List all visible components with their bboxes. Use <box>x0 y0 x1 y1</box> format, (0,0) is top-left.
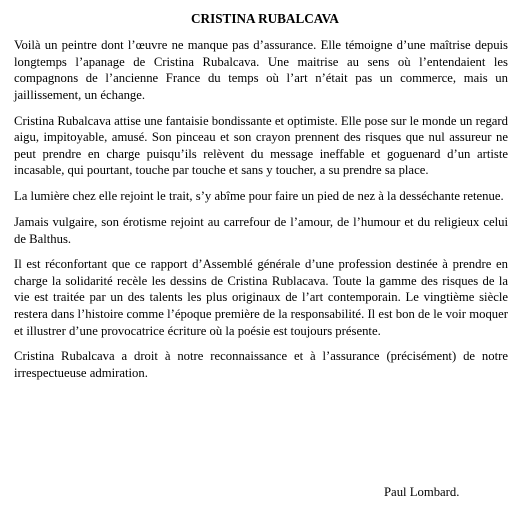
paragraph-2: Cristina Rubalcava attise une fantaisie bondissante et optimiste. Elle pose sur le monde un regard aigu, impitoyable, amusé. Son pinceau et son crayon prennent des risques que nul assureur ne peut prendre en charge puisqu’ils relèvent du message ineffable et goguenard d’un artiste incasable, qui pourtant, touche par touche et sans y toucher, a su prendre sa place. <box>14 113 508 178</box>
signature: Paul Lombard. <box>384 485 460 499</box>
document-title: CRISTINA RUBALCAVA <box>191 11 339 26</box>
paragraph-6: Cristina Rubalcava a droit à notre reconnaissance et à l’assurance (précisément) de notre irrespectueuse admiration. <box>14 349 508 381</box>
paragraph-4: Jamais vulgaire, son érotisme rejoint au carrefour de l’amour, de l’humour et du religieux celui de Balthus. <box>14 214 508 246</box>
paragraph-1: Voilà un peintre dont l’œuvre ne manque pas d’assurance. Elle témoigne d’une maîtrise depuis longtemps l’apanage de Cristina Rubalcava. Une maitrise au sens où l’entendaient les compagnons de l’ancienne France du temps où l’art n’était pas un commerce, mais un jaillissement, un échange. <box>14 38 508 102</box>
paragraph-5: Il est réconfortant que ce rapport d’Assemblé générale d’une profession destinée à prendre en charge la solidarité recèle les dessins de Cristina Rublacava. Toute la gamme des risques de la vie est traitée par un des talents les plus originaux de l’art contemporain. Le vingtième siècle restera dans l’histoire comme l’époque première de la responsabilité. Il est bon de le voir moquer et illustrer d’une provocatrice écriture où la poésie est toujours présente. <box>14 257 508 338</box>
document-page <box>14 10 508 391</box>
paragraph-3: La lumière chez elle rejoint le trait, s’y abîme pour faire un pied de nez à la desséchante retenue. <box>14 189 504 204</box>
